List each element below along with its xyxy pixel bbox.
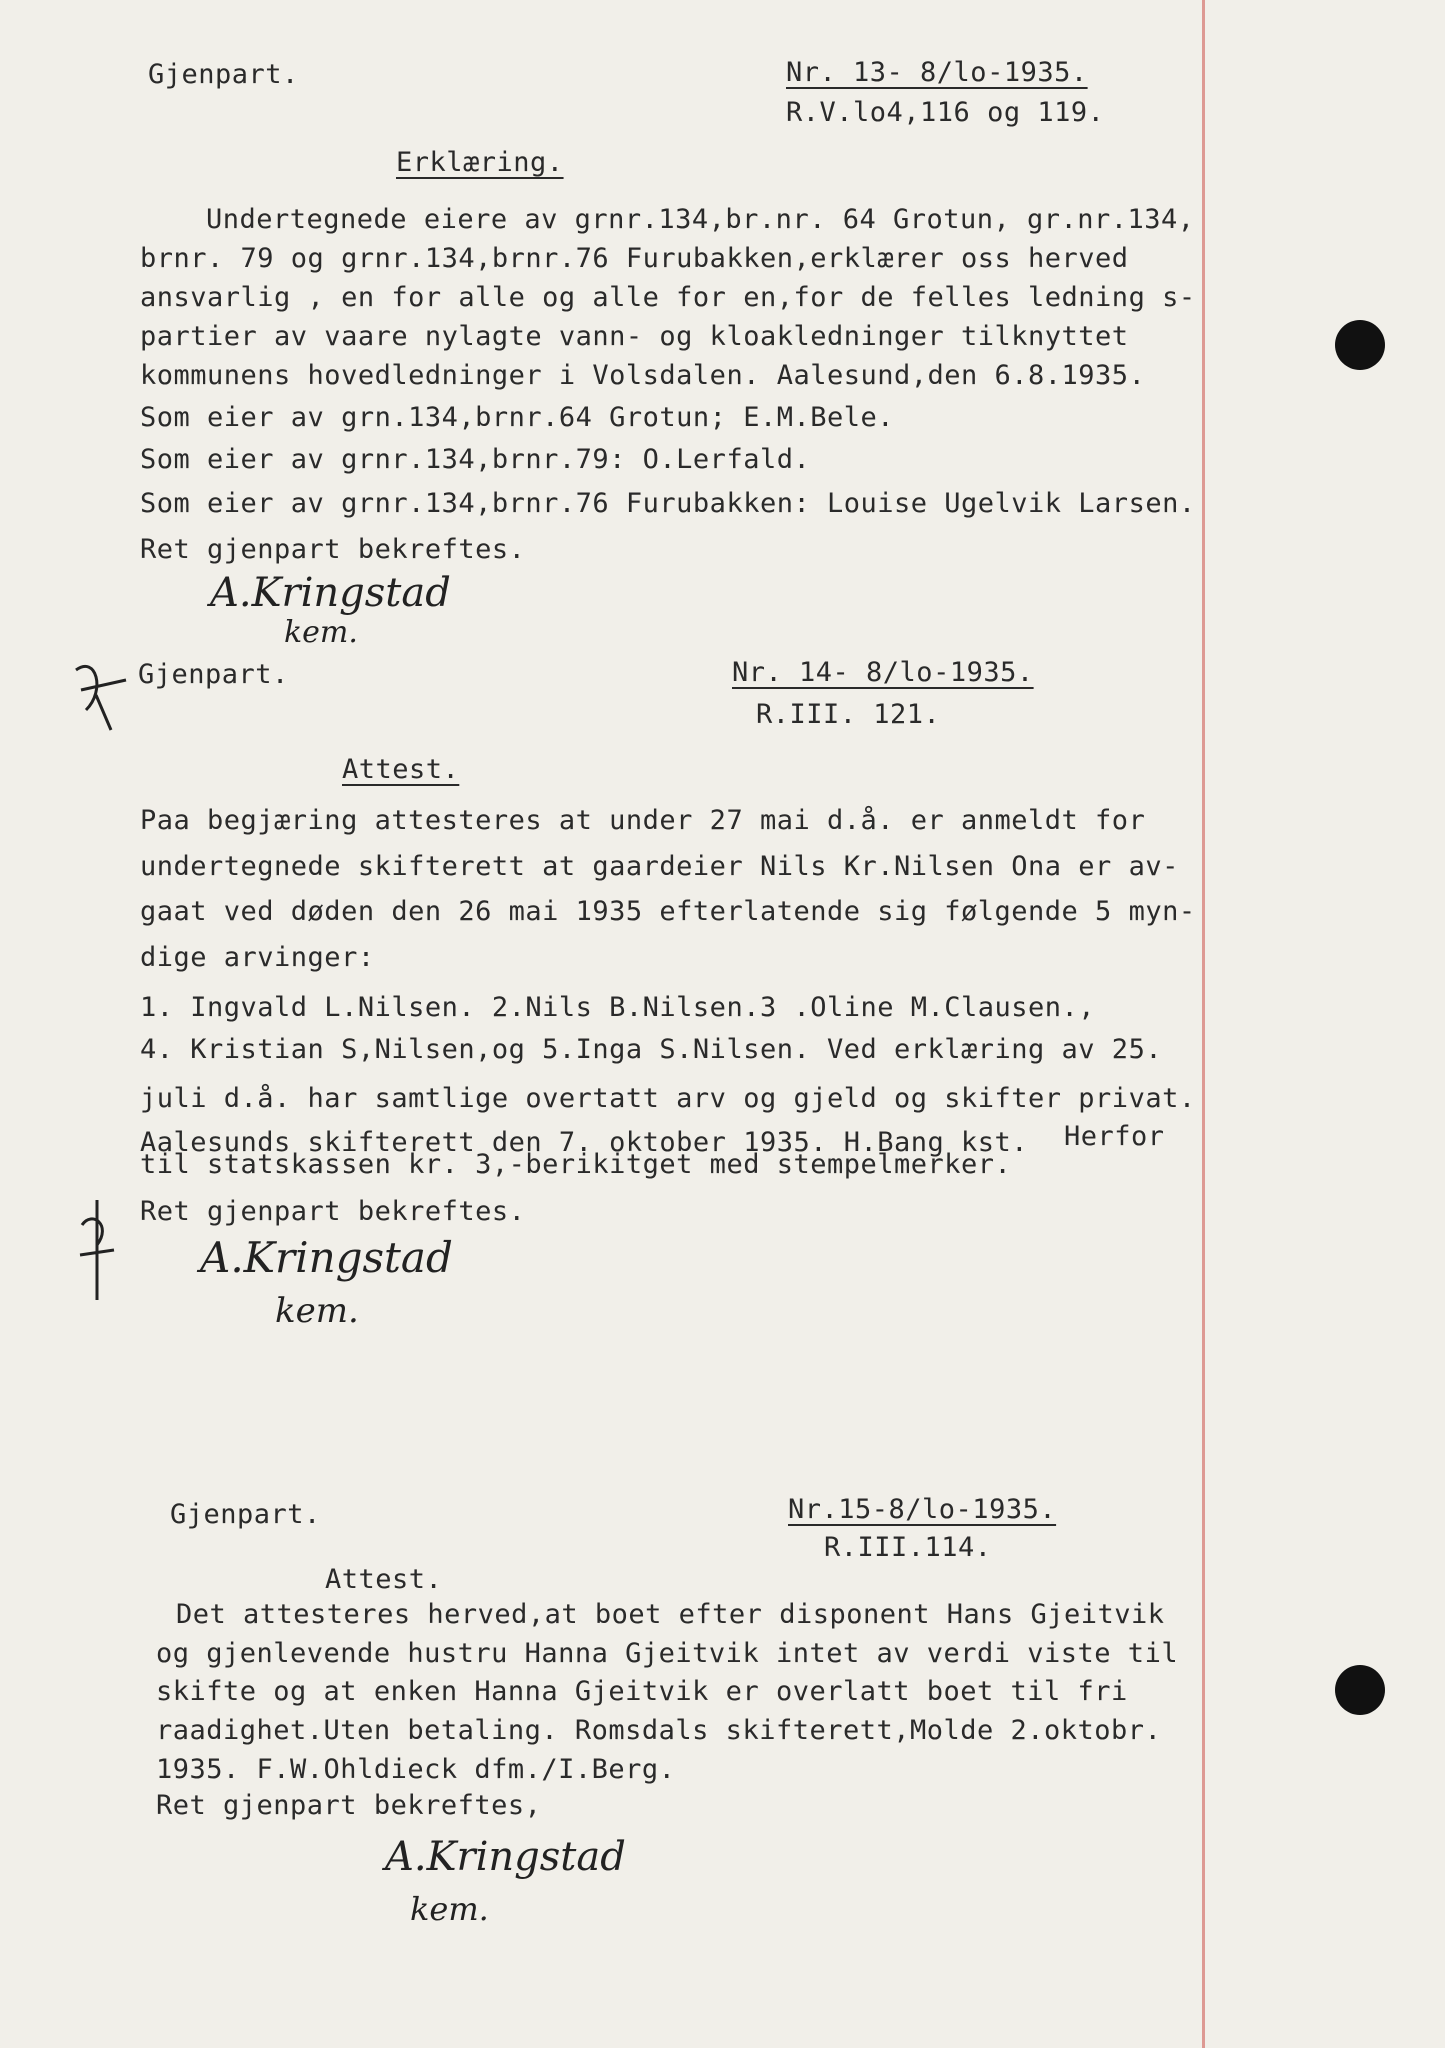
text-line: 4. Kristian S,Nilsen,og 5.Inga S.Nilsen. Ved erklæring av 25.: [140, 1034, 1163, 1065]
svg-text:kem.: kem.: [284, 615, 358, 648]
header: Gjenpart.: [170, 1499, 321, 1530]
text-line: Som eier av grnr.134,brnr.76 Furubakken: Louise Ugelvik Larsen.: [140, 488, 1196, 519]
text-line: undertegnede skifterett at gaardeier Nils Kr.Nilsen Ona er av-: [140, 851, 1179, 882]
header: Gjenpart.: [148, 59, 299, 90]
text-line: skifte og at enken Hanna Gjeitvik er overlatt boet til fri: [156, 1676, 1128, 1707]
reference: R.V.lo4,116 og 119.: [786, 97, 1105, 128]
text-line: partier av vaare nylagte vann- og kloakledninger tilknyttet: [140, 321, 1129, 352]
record-number: Nr.15-8/lo-1935.: [788, 1494, 1057, 1525]
text-line: dige arvinger:: [140, 942, 375, 973]
text-line: Som eier av grnr.134,brnr.79: O.Lerfald.: [140, 444, 811, 475]
text-line: Aalesunds skifterett den 7. oktober 1935. H.Bang kst.: [140, 1127, 1029, 1158]
section-title: Erklæring.: [396, 147, 564, 178]
margin-mark: [66, 650, 136, 740]
section-title: Attest.: [325, 1564, 443, 1595]
text-line: brnr. 79 og grnr.134,brnr.76 Furubakken,erklærer oss herved: [140, 243, 1129, 274]
text-line: ansvarlig , en for alle og alle for en,for de felles ledning s-: [140, 282, 1196, 313]
text-line: og gjenlevende hustru Hanna Gjeitvik intet av verdi viste til: [156, 1638, 1179, 1669]
svg-text:A.Kringstad: A.Kringstad: [385, 1834, 626, 1880]
record-number: Nr. 13- 8/lo-1935.: [786, 57, 1088, 88]
text-line: Paa begjæring attesteres at under 27 mai d.å. er anmeldt for: [140, 805, 1146, 836]
margin-line: [1202, 0, 1205, 2048]
text-line: Som eier av grn.134,brnr.64 Grotun; E.M.Bele.: [140, 402, 894, 433]
margin-mark: [72, 1195, 122, 1305]
reference: R.III. 121.: [756, 699, 941, 730]
text-line: Ret gjenpart bekreftes,: [156, 1790, 542, 1821]
record-number: Nr. 14- 8/lo-1935.: [732, 657, 1034, 688]
text-line: Ret gjenpart bekreftes.: [140, 1196, 526, 1227]
punch-hole-top: [1335, 320, 1385, 370]
reference: R.III.114.: [824, 1532, 992, 1563]
svg-text:A.Kringstad: A.Kringstad: [210, 570, 451, 616]
svg-text:A.Kringstad: A.Kringstad: [200, 1233, 453, 1282]
text-line: Undertegnede eiere av grnr.134,br.nr. 64 Grotun, gr.nr.134,: [206, 204, 1195, 235]
signature-2: [195, 1222, 535, 1342]
insert-text: Herfor: [1064, 1121, 1165, 1152]
svg-text:kem.: kem.: [275, 1291, 359, 1331]
text-line: juli d.å. har samtlige overtatt arv og gjeld og skifter privat.: [140, 1083, 1196, 1114]
svg-text:kem.: kem.: [410, 1890, 489, 1928]
text-line: Ret gjenpart bekreftes.: [140, 534, 526, 565]
text-line: raadighet.Uten betaling. Romsdals skifterett,Molde 2.oktobr.: [156, 1715, 1162, 1746]
text-line: gaat ved døden den 26 mai 1935 efterlatende sig følgende 5 myn-: [140, 896, 1196, 927]
signature-1: [200, 558, 540, 648]
text-line: til statskassen kr. 3,-berikitget med stempelmerker.: [140, 1149, 1012, 1180]
punch-hole-bottom: [1335, 1665, 1385, 1715]
text-line: 1. Ingvald L.Nilsen. 2.Nils B.Nilsen.3 .Oline M.Clausen.,: [140, 992, 1096, 1023]
text-line: kommunens hovedledninger i Volsdalen. Aalesund,den 6.8.1935.: [140, 360, 1146, 391]
header: Gjenpart.: [138, 659, 289, 690]
text-line: Det attesteres herved,at boet efter disponent Hans Gjeitvik: [176, 1599, 1165, 1630]
text-line: 1935. F.W.Ohldieck dfm./I.Berg.: [156, 1754, 676, 1785]
signature-3: [380, 1820, 720, 1940]
section-title: Attest.: [342, 754, 460, 785]
